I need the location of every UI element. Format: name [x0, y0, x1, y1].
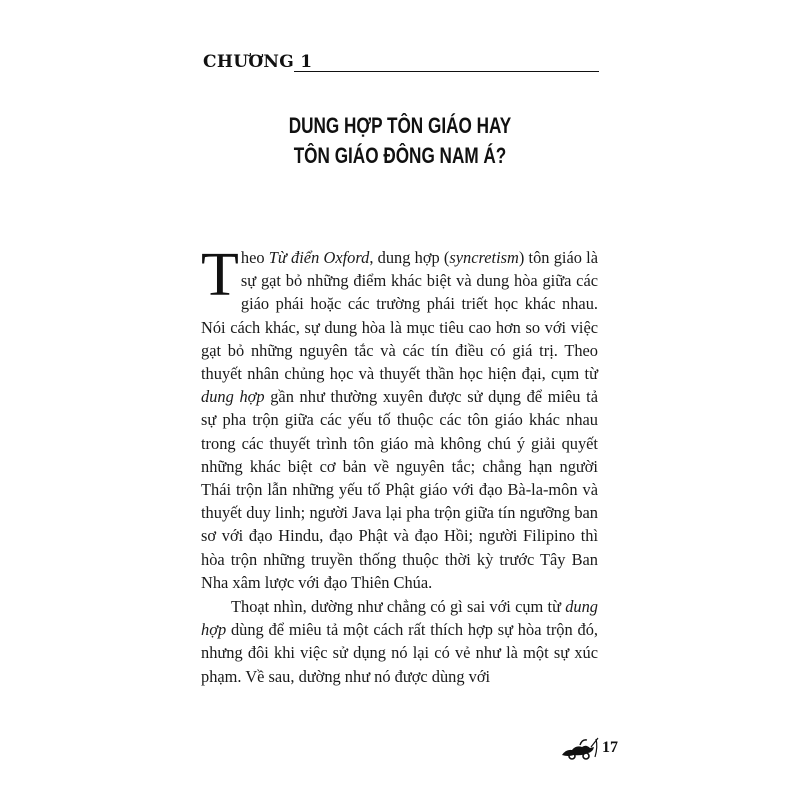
paragraph-1-italic-2: syncretism — [449, 248, 519, 267]
paragraph-1-text-4: gần như thường xuyên được sử dụng để miêu tả sự pha trộn giữa các yếu tố thuộc các tôn giáo khác nhau trong các thuyết trình tôn giáo mà không chú ý giải quyết những khác biệt cơ bản về nguyên tắc; chẳng hạn người Thái trộn lẫn những yếu tố Phật giáo với đạo Bà-la-môn và thuyết duy linh; người Java lại pha trộn giữa tín ngưỡng ban sơ với đạo Hindu, đạo Phật và đạo Hồi; người Filipino thì hòa trộn những truyền thống thuộc thời kỳ trước Tây Ban Nha xâm lược với đạo Thiên Chúa. — [201, 387, 598, 592]
ox-cart-ornament-icon — [560, 735, 600, 761]
paragraph-1-text-2: , dung hợp ( — [369, 248, 450, 267]
paragraph-2 — [201, 595, 598, 688]
chapter-title-line-2: TÔN GIÁO ĐÔNG NAM Á? — [293, 143, 507, 168]
paragraph-1 — [201, 241, 598, 594]
paragraph-1-text-3: ) tôn giáo là sự gạt bỏ những điểm khác biệt và dung hòa giữa các giáo phái hoặc các trường phái triết học khác nhau. Nói cách khác, sự dung hòa là mục tiêu cao hơn so với việc gạt bỏ những nguyên tắc và các tín điều có giá trị. Theo thuyết nhân chủng học và thuyết thần học hiện đại, cụm từ — [201, 248, 598, 384]
paragraph-2-italic-1: dung hợp — [201, 597, 598, 640]
chapter-label: CHƯƠNG 1 — [203, 52, 313, 72]
drop-cap: T — [201, 241, 239, 309]
paragraph-1-text-1: heo — [240, 248, 269, 267]
page-number: 17 — [602, 739, 618, 756]
page-footer — [560, 733, 618, 763]
paragraph-1-italic-3: dung hợp — [201, 387, 265, 407]
chapter-header-rule — [294, 71, 599, 72]
paragraph-1-italic-1: Từ điển Oxford — [268, 248, 370, 267]
paragraph-2-text-1: Thoạt nhìn, dường như chẳng có gì sai với cụm từ — [231, 597, 566, 617]
paragraph-2-text-2: dùng để miêu tả một cách rất thích hợp sự hòa trộn đó, nhưng đôi khi việc sử dụng nó lại có vẻ như là một sự xúc phạm. Về sau, dường như nó được dùng với — [201, 620, 598, 686]
chapter-title-line-1: DUNG HỢP TÔN GIÁO HAY — [288, 113, 512, 138]
body-text — [201, 241, 598, 688]
